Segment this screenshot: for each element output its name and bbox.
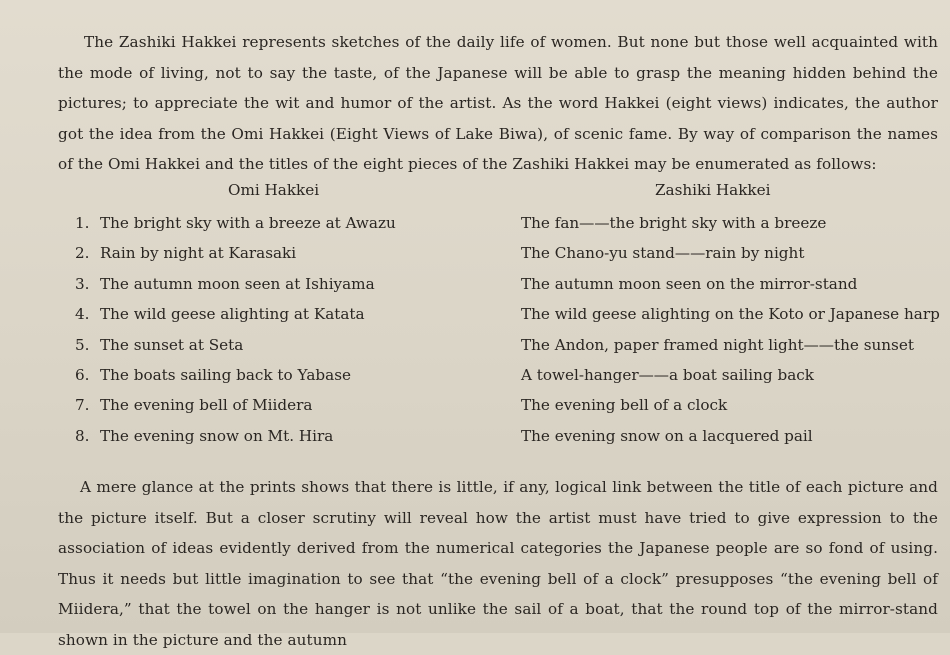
- zashiki-title: The fan——the bright sky with a breeze: [521, 214, 827, 232]
- intro-paragraph: The Zashiki Hakkei represents sketches of the daily life of women. But none but those well acquainted with the mode of living, not to say the taste, of the Japanese will be able to grasp the meaning hidden behind the pictures; to appreciate the wit and humor of the artist. As the word Hakkei (eight views) indicates, the author got the idea from the Omi Hakkei (Eight Views of Lake Biwa), of scenic fame. By way of comparison the names of the Omi Hakkei and the titles of the eight pieces of the Zashiki Hakkei may be enumerated as follows:: [58, 33, 938, 173]
- item-number: 1.: [75, 214, 90, 232]
- list-item: [0, 360, 950, 390]
- item-number: 7.: [75, 396, 90, 415]
- zashiki-title: The Andon, paper framed night light——the sunset: [521, 335, 914, 354]
- list-item: [0, 421, 950, 451]
- item-number: 8.: [75, 426, 90, 445]
- zashiki-title: The evening bell of a clock: [521, 396, 728, 415]
- item-number: 5.: [75, 335, 90, 354]
- closing-paragraph: A mere glance at the prints shows that there is little, if any, logical link between the title of each picture and the picture itself. But a closer scrutiny will reveal how the artist must have tried to give expression to the association of ideas evidently derived from the numerical categories the Japanese people are so fond of using. Thus it needs but little imagination to see that “the evening bell of a clock” presupposes “the evening bell of Miidera,” that the towel on the hanger is not unlike the sail of a boat, that the round top of the mirror-stand shown in the picture and the autumn: [58, 478, 938, 649]
- omi-title: The wild geese alighting at Katata: [100, 305, 365, 324]
- item-number: 3.: [75, 274, 90, 293]
- list-item: [0, 390, 950, 420]
- omi-title: The evening snow on Mt. Hira: [100, 426, 334, 445]
- omi-title: Rain by night at Karasaki: [100, 244, 297, 263]
- zashiki-title: A towel-hanger——a boat sailing back: [521, 365, 814, 384]
- list-item: [0, 269, 950, 299]
- omi-title: The boats sailing back to Yabase: [100, 365, 351, 384]
- zashiki-title: The Chano-yu stand——rain by night: [521, 244, 805, 263]
- zashiki-title: The wild geese alighting on the Koto or Japanese harp: [521, 305, 940, 324]
- comparison-list: [0, 208, 950, 451]
- omi-title: The autumn moon seen at Ishiyama: [100, 274, 375, 293]
- zashiki-title: The autumn moon seen on the mirror-stand: [521, 274, 858, 293]
- omi-title: The bright sky with a breeze at Awazu: [100, 214, 396, 232]
- omi-hakkei-heading: Omi Hakkei: [228, 181, 320, 199]
- list-item: [0, 330, 950, 360]
- omi-title: The evening bell of Miidera: [100, 396, 313, 415]
- item-number: 2.: [75, 244, 90, 263]
- zashiki-hakkei-heading: Zashiki Hakkei: [655, 181, 771, 199]
- omi-title: The sunset at Seta: [100, 335, 244, 354]
- item-number: 6.: [75, 365, 90, 384]
- zashiki-title: The evening snow on a lacquered pail: [521, 426, 813, 445]
- list-item: [0, 208, 950, 238]
- item-number: 4.: [75, 305, 90, 324]
- list-item: [0, 238, 950, 268]
- list-item: [0, 299, 950, 329]
